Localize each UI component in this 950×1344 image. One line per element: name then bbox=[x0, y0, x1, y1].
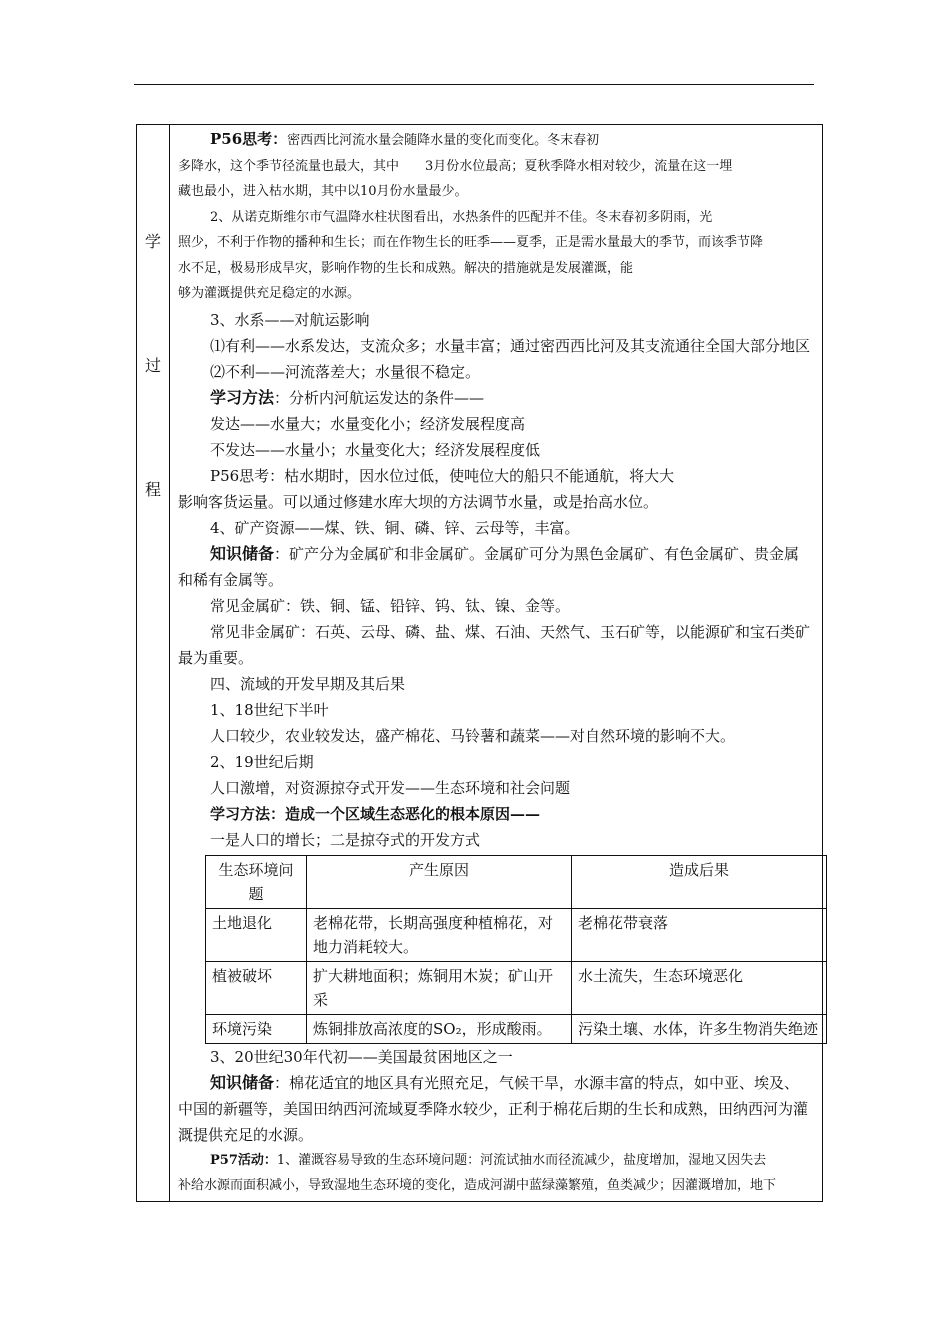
section-3-item-1: ⑴有利——水系发达，支流众多；水量丰富；通过密西西比河及其支流通往全国大部分地区 bbox=[210, 336, 811, 355]
p56-think-2b: 影响客货运量。可以通过修建水库大坝的方法调节水量，或是抬高水位。 bbox=[178, 492, 659, 511]
table-header-row bbox=[206, 855, 827, 908]
era-2-heading: 2、19世纪后期 bbox=[210, 752, 314, 771]
section-3-heading: 3、水系——对航运影响 bbox=[210, 310, 370, 329]
lesson-table-frame bbox=[136, 124, 823, 1202]
p56-line-c: 藏也最小，进入枯水期，其中以10月份水量最少。 bbox=[178, 184, 468, 199]
method-1-text: ：分析内河航运发达的条件—— bbox=[274, 388, 485, 407]
p56-text-a: 密西西比河流水量会随降水量的变化而变化。冬末春初 bbox=[287, 133, 600, 148]
knowledge-1-text: ：矿产分为金属矿和非金属矿。金属矿可分为黑色金属矿、有色金属矿、贵金属和稀有金属等。 bbox=[178, 544, 800, 589]
era-1-heading: 1、18世纪下半叶 bbox=[210, 700, 329, 719]
metal-minerals: 常见金属矿：铁、铜、锰、铅锌、钨、钛、镍、金等。 bbox=[210, 596, 571, 615]
side-label-guo: 过 bbox=[145, 356, 162, 375]
era-1-text: 人口较少，农业较发达，盛产棉花、马铃薯和蔬菜——对自然环境的影响不大。 bbox=[210, 726, 736, 745]
table-row bbox=[206, 961, 827, 1014]
p56-line-f: 水不足，极易形成旱灾，影响作物的生长和成熟。解决的措施就是发展灌溉，能 bbox=[178, 260, 634, 276]
nonmetal-minerals: 常见非金属矿：石英、云母、磷、盐、煤、石油、天然气、玉石矿等，以能源矿和宝石类矿最为重要。 bbox=[178, 622, 811, 667]
side-label-column bbox=[137, 125, 170, 1201]
p56-line-a bbox=[178, 127, 814, 154]
section-3-item-2: ⑵不利——河流落差大；水量很不稳定。 bbox=[210, 362, 481, 381]
table-cell: 土地退化 bbox=[206, 908, 307, 961]
knowledge-2-text: ：棉花适宜的地区具有光照充足，气候干旱，水源丰富的特点，如中亚、埃及、中国的新疆等，美国田纳西河流域夏季降水较少，正利于棉花后期的生长和成熟，田纳西河为灌溉提供充足的水源。 bbox=[178, 1073, 809, 1144]
method-2: 学习方法：造成一个区域生态恶化的根本原因—— bbox=[210, 804, 541, 823]
p56-line-g: 够为灌溉提供充足稳定的水源。 bbox=[178, 286, 361, 301]
table-cell: 环境污染 bbox=[206, 1014, 307, 1043]
era-2-text: 人口激增，对资源掠夺式开发——生态环境和社会问题 bbox=[210, 778, 571, 797]
section-4-heading: 4、矿产资源——煤、铁、铜、磷、锌、云母等，丰富。 bbox=[210, 518, 580, 537]
side-label-cheng: 程 bbox=[145, 480, 162, 499]
knowledge-1 bbox=[178, 541, 814, 593]
table-cell: 水土流失，生态环境恶化 bbox=[572, 961, 827, 1014]
p57-line-b: 补给水源而面积减小，导致湿地生态环境的变化，造成河湖中蓝绿藻繁殖，鱼类减少；因灌溉增加，地下 bbox=[178, 1178, 777, 1193]
table-row bbox=[206, 1014, 827, 1043]
table-row bbox=[206, 908, 827, 961]
knowledge-2 bbox=[178, 1070, 814, 1148]
method-1 bbox=[178, 385, 814, 411]
knowledge-2-label: 知识储备 bbox=[210, 1072, 275, 1092]
side-label-xue: 学 bbox=[145, 232, 162, 251]
table-header-cell: 产生原因 bbox=[307, 855, 572, 908]
table-cell: 炼铜排放高浓度的SO₂，形成酸雨。 bbox=[307, 1014, 572, 1043]
p57-line-a bbox=[178, 1148, 814, 1174]
p56-line-e: 照少，不利于作物的播种和生长；而在作物生长的旺季——夏季，正是需水量最大的季节，而该季节降 bbox=[178, 235, 764, 250]
header-rule bbox=[134, 84, 814, 85]
method-1-label: 学习方法 bbox=[210, 387, 275, 407]
table-cell: 老棉花带，长期高强度种植棉花，对地力消耗较大。 bbox=[307, 908, 572, 961]
ecology-table bbox=[205, 855, 827, 1044]
p57-text-a: 1、灌溉容易导致的生态环境问题：河流试抽水而径流减少，盐度增加，湿地又因失去 bbox=[276, 1152, 767, 1168]
table-cell: 植被破坏 bbox=[206, 961, 307, 1014]
table-cell: 老棉花带衰落 bbox=[572, 908, 827, 961]
table-cell: 污染土壤、水体，许多生物消失绝迹 bbox=[572, 1014, 827, 1043]
table-header-cell: 造成后果 bbox=[572, 855, 827, 908]
table-header-cell: 生态环境问题 bbox=[206, 855, 307, 908]
table-cell: 扩大耕地面积；炼铜用木炭；矿山开采 bbox=[307, 961, 572, 1014]
p56-line-b: 多降水，这个季节径流量也最大，其中 3月份水位最高；夏秋季降水相对较少，流量在这一埋 bbox=[178, 158, 733, 174]
knowledge-1-label: 知识储备 bbox=[210, 543, 275, 563]
p56-think-2: P56思考：枯水期时，因水位过低，使吨位大的船只不能通航，将大大 bbox=[210, 466, 675, 485]
p56-title: P56思考： bbox=[210, 130, 288, 148]
content-cell bbox=[170, 125, 822, 1201]
method-2-text: 一是人口的增长；二是掠夺式的开发方式 bbox=[210, 830, 481, 849]
section-four-heading: 四、流域的开发早期及其后果 bbox=[210, 674, 406, 693]
p57-label: P57活动： bbox=[210, 1152, 277, 1168]
method-1-a: 发达——水量大；水量变化小；经济发展程度高 bbox=[210, 414, 526, 433]
p56-line-d: 2、从诺克斯维尔市气温降水柱状图看出，水热条件的匹配并不佳。冬末春初多阴雨，光 bbox=[210, 209, 713, 225]
method-1-b: 不发达——水量小；水量变化大；经济发展程度低 bbox=[210, 440, 541, 459]
era-3-heading: 3、20世纪30年代初——美国最贫困地区之一 bbox=[210, 1047, 513, 1066]
